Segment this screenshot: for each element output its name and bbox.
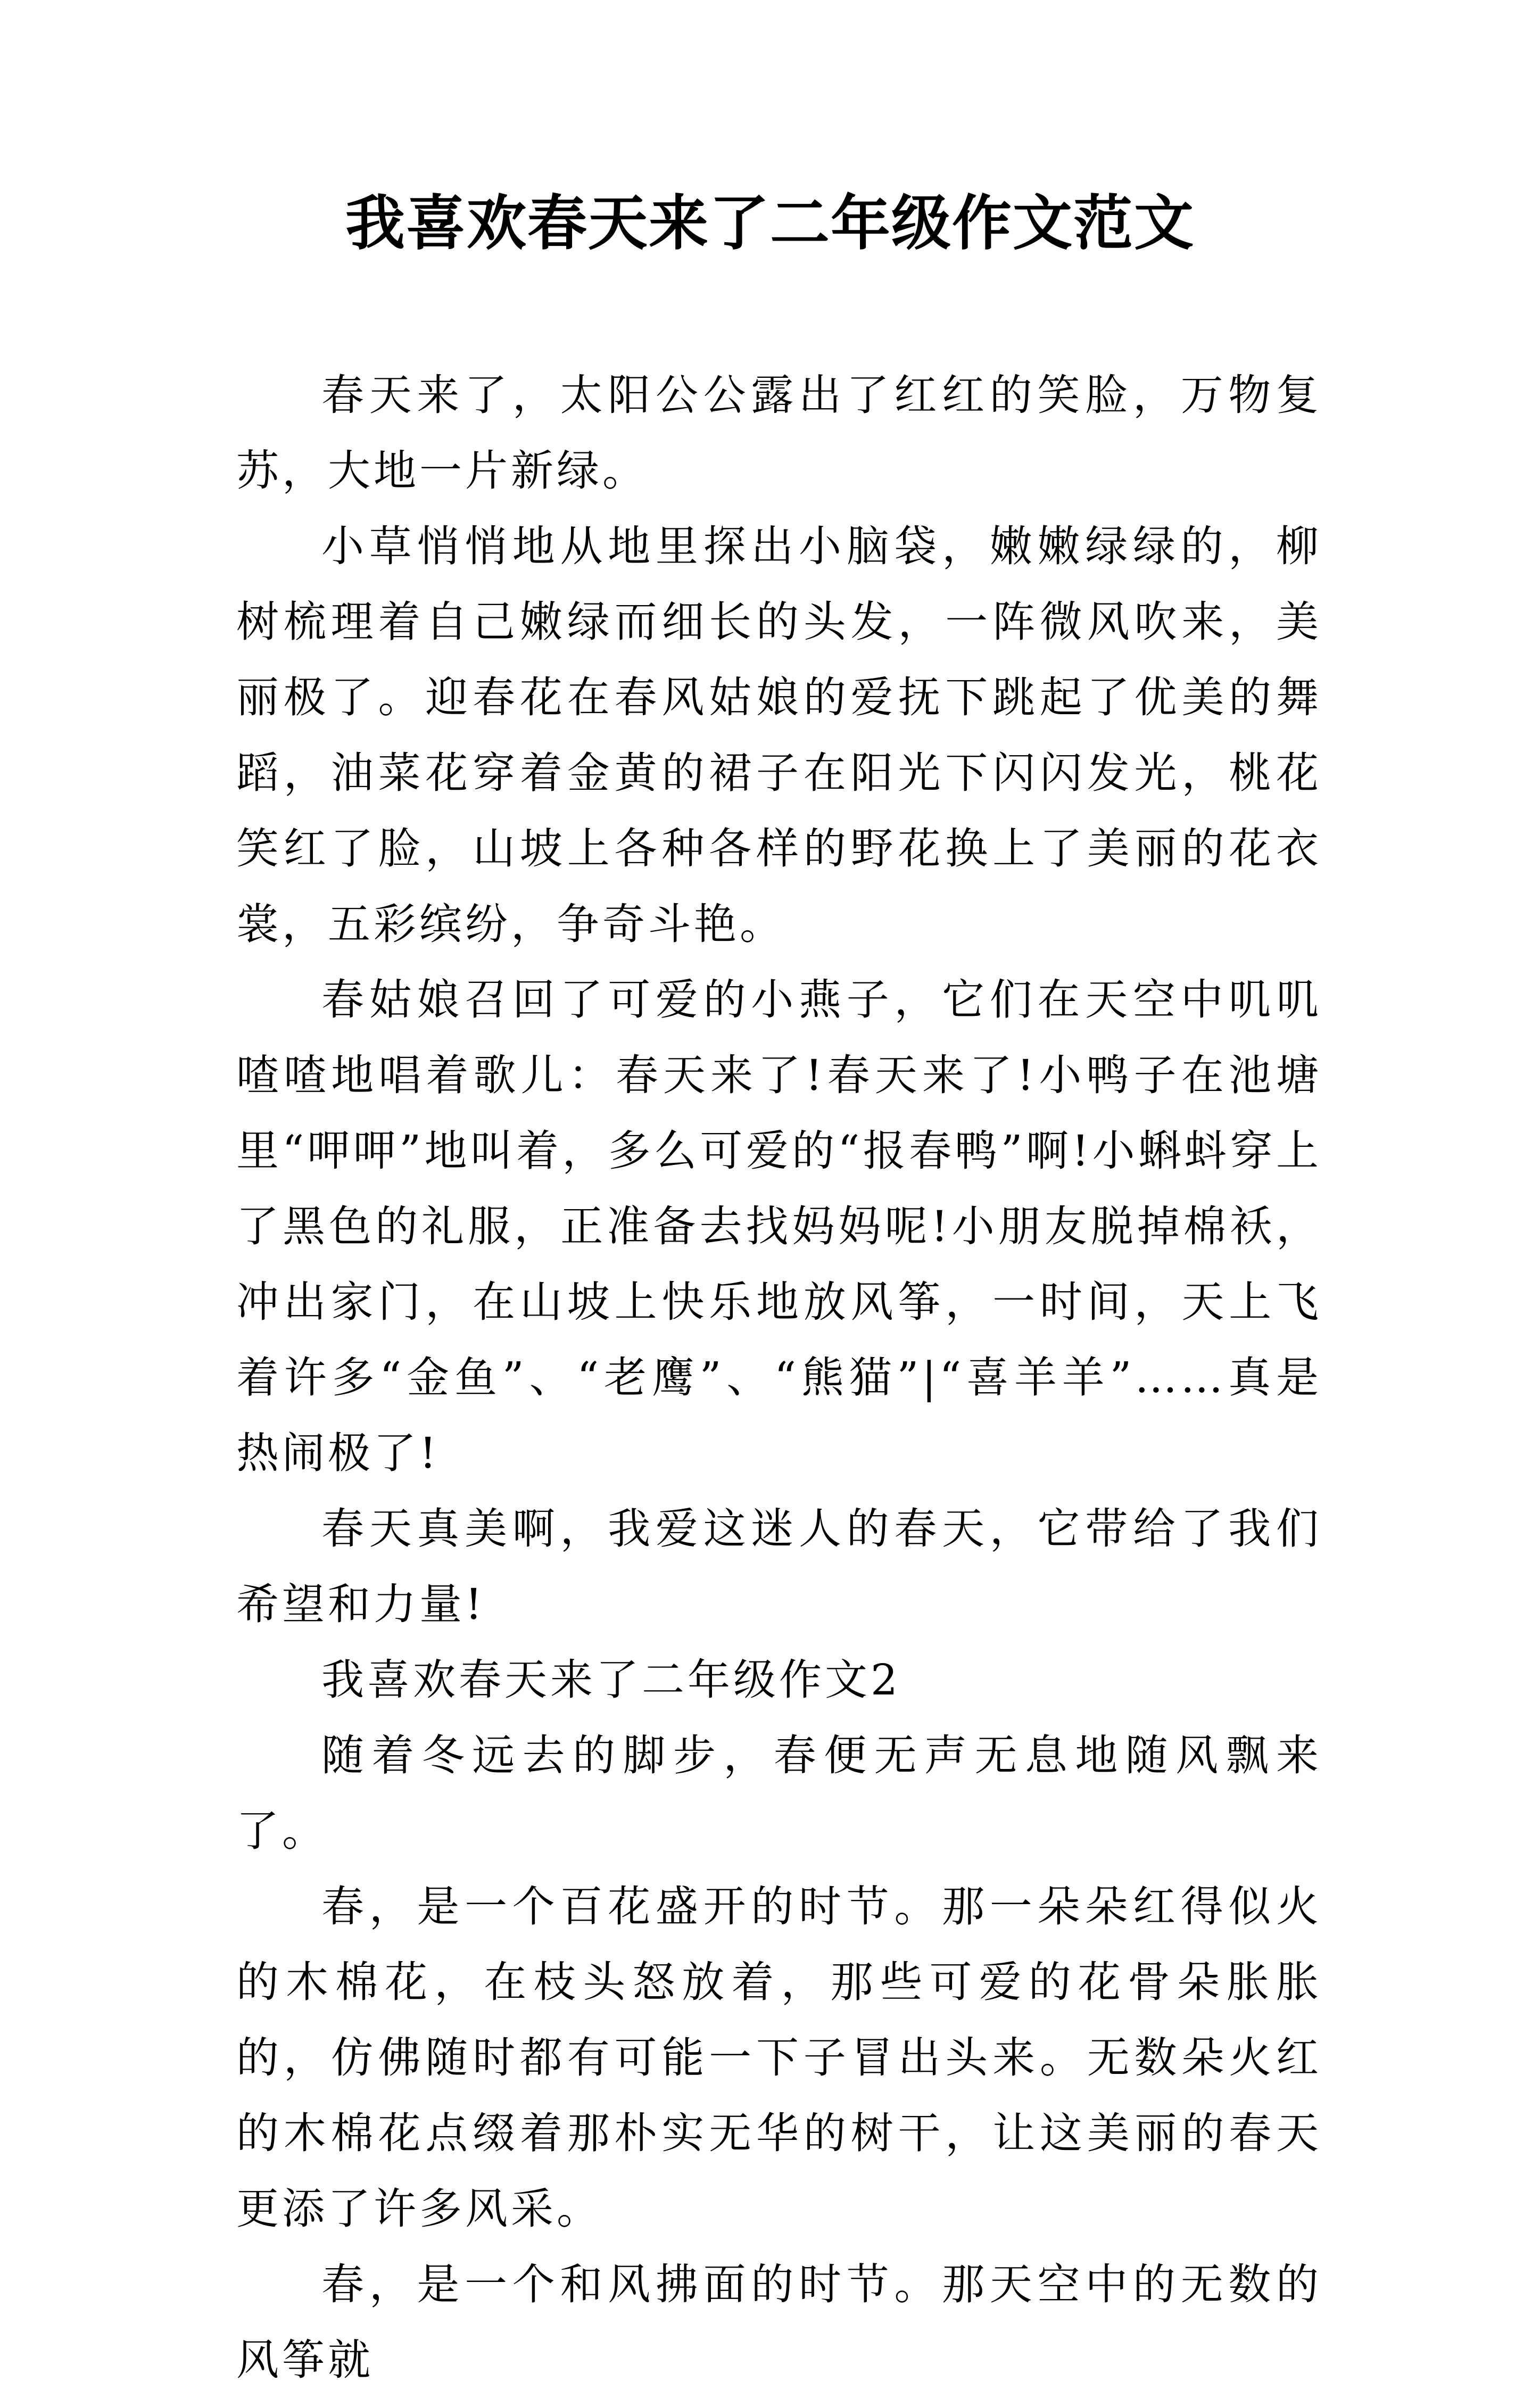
paragraph: 春天真美啊，我爱这迷人的春天，它带给了我们希望和力量! [236, 1504, 1322, 1629]
section-heading: 我喜欢春天来了二年级作文2 [321, 1655, 901, 1705]
paragraph: 春天来了，太阳公公露出了红红的笑脸，万物复苏，大地一片新绿。 [236, 370, 1322, 495]
paragraph: 春姑娘召回了可爱的小燕子，它们在天空中叽叽喳喳地唱着歌儿：春天来了!春天来了!小鸭子在池塘里“呷呷”地叫着，多么可爱的“报春鸭”啊!小蝌蚪穿上了黑色的礼服，正准备去找妈妈呢!小朋友脱掉棉袄，冲出家门，在山坡上快乐地放风筝，一时间，天上飞着许多“金鱼”、“老鹰”、“熊猫”|“喜羊羊”……真是热闹极了! [236, 975, 1322, 1478]
document-title: 我喜欢春天来了二年级作文范文 [345, 188, 1195, 258]
paragraph: 春，是一个百花盛开的时节。那一朵朵红得似火的木棉花，在枝头怒放着，那些可爱的花骨朵胀胀的，仿佛随时都有可能一下子冒出头来。无数朵火红的木棉花点缀着那朴实无华的树干，让这美丽的春天更添了许多风采。 [236, 1882, 1322, 2234]
paragraph: 小草悄悄地从地里探出小脑袋，嫩嫩绿绿的，柳树梳理着自己嫩绿而细长的头发，一阵微风吹来，美丽极了。迎春花在春风姑娘的爱抚下跳起了优美的舞蹈，油菜花穿着金黄的裙子在阳光下闪闪发光，桃花笑红了脸，山坡上各种各样的野花换上了美丽的花衣裳，五彩缤纷，争奇斗艳。 [236, 522, 1322, 949]
paragraph: 春，是一个和风拂面的时节。那天空中的无数的风筝就 [236, 2260, 1322, 2385]
document-body [236, 358, 1322, 2398]
paragraph: 随着冬远去的脚步，春便无声无息地随风飘来了。 [236, 1731, 1322, 1856]
